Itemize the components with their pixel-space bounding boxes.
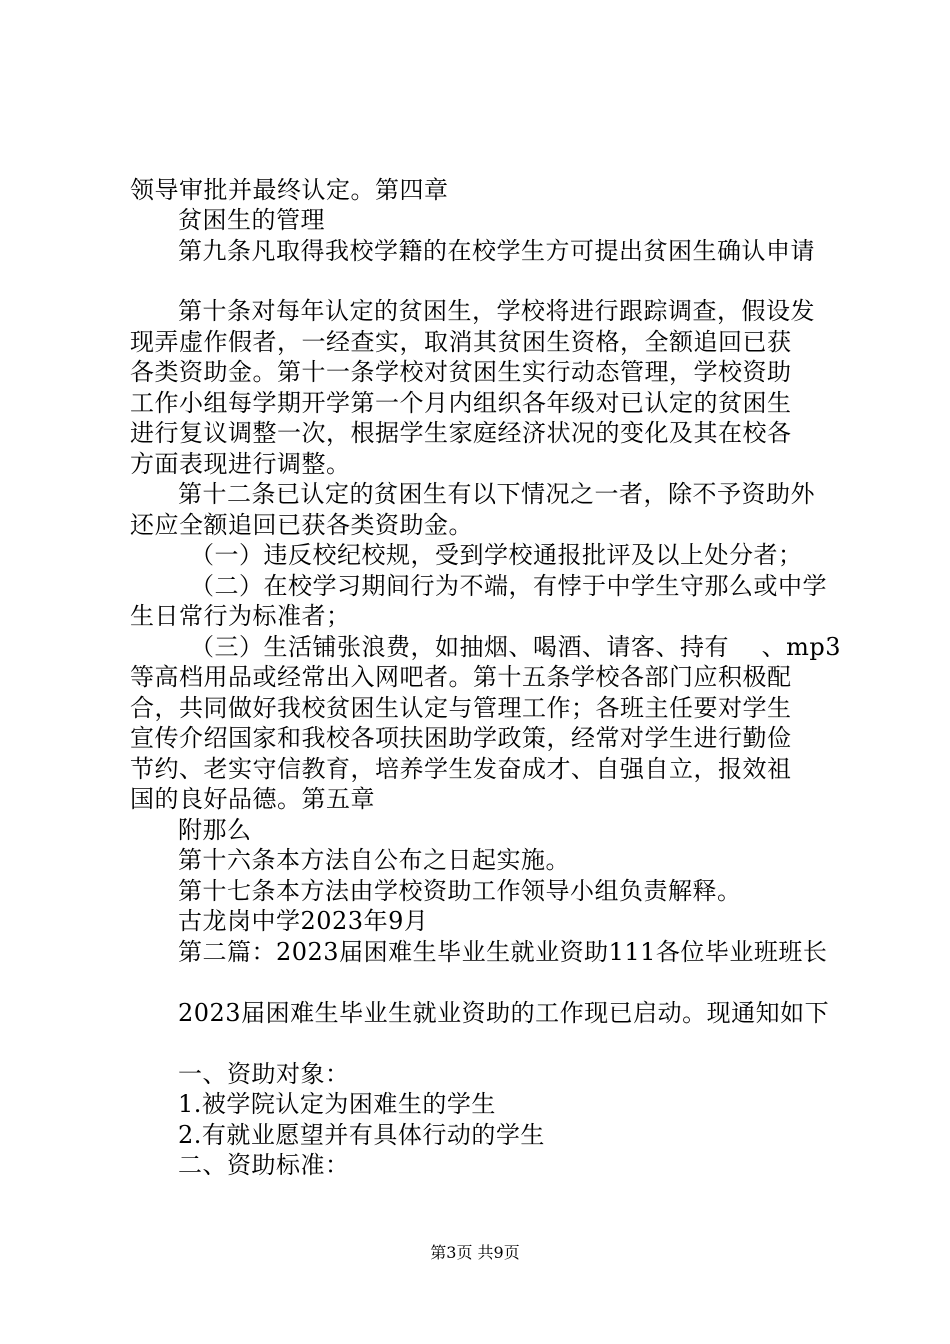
text-line: 合，共同做好我校贫困生认定与管理工作；各班主任要对学生 [130,694,792,722]
text-line: 等高档用品或经常出入网吧者。第十五条学校各部门应积极配 [130,663,792,691]
text-line: 领导审批并最终认定。第四章 [130,176,449,204]
text-line: 二、资助标准： [178,1151,350,1179]
text-line: 进行复议调整一次，根据学生家庭经济状况的变化及其在校各 [130,419,792,447]
text-line: 第九条凡取得我校学籍的在校学生方可提出贫困生确认申请 [178,237,815,265]
text-line: 一、资助对象： [178,1060,350,1088]
text-line: 2023届困难生毕业生就业资助的工作现已启动。现通知如下 [178,999,830,1027]
text-line: 还应全额追回已获各类资助金。 [130,511,473,539]
text-line: 方面表现进行调整。 [130,450,351,478]
text-line: 第二篇：2023届困难生毕业生就业资助111各位毕业班班长 [178,938,828,966]
text-line: 各类资助金。第十一条学校对贫困生实行动态管理，学校资助 [130,358,792,386]
text-line: 第十六条本方法自公布之日起实施。 [178,846,570,874]
text-line: （三）生活铺张浪费，如抽烟、喝酒、请客、持有 、mp3 [190,633,842,661]
text-line: 1.被学院认定为困难生的学生 [178,1090,496,1118]
text-line: 附那么 [178,816,252,844]
page-number-footer: 第3页 共9页 [430,1243,520,1262]
text-line: 第十条对每年认定的贫困生，学校将进行跟踪调查，假设发 [178,297,815,325]
text-line: 工作小组每学期开学第一个月内组织各年级对已认定的贫困生 [130,389,792,417]
text-line: 国的良好品德。第五章 [130,785,375,813]
text-line: 宣传介绍国家和我校各项扶困助学政策，经常对学生进行勤俭 [130,724,792,752]
text-line: 古龙岗中学2023年9月 [178,907,429,935]
text-line: 节约、老实守信教育，培养学生发奋成才、自强自立，报效祖 [130,755,792,783]
text-line: 第十七条本方法由学校资助工作领导小组负责解释。 [178,877,742,905]
text-line: （一）违反校纪校规，受到学校通报批评及以上处分者； [190,541,803,569]
text-line: 贫困生的管理 [178,206,325,234]
text-line: （二）在校学习期间行为不端，有悖于中学生守那么或中学 [190,572,827,600]
text-line: 第十二条已认定的贫困生有以下情况之一者，除不予资助外 [178,480,815,508]
text-line: 现弄虚作假者，一经查实，取消其贫困生资格，全额追回已获 [130,328,792,356]
text-line: 2.有就业愿望并有具体行动的学生 [178,1121,545,1149]
text-line: 生日常行为标准者； [130,602,351,630]
